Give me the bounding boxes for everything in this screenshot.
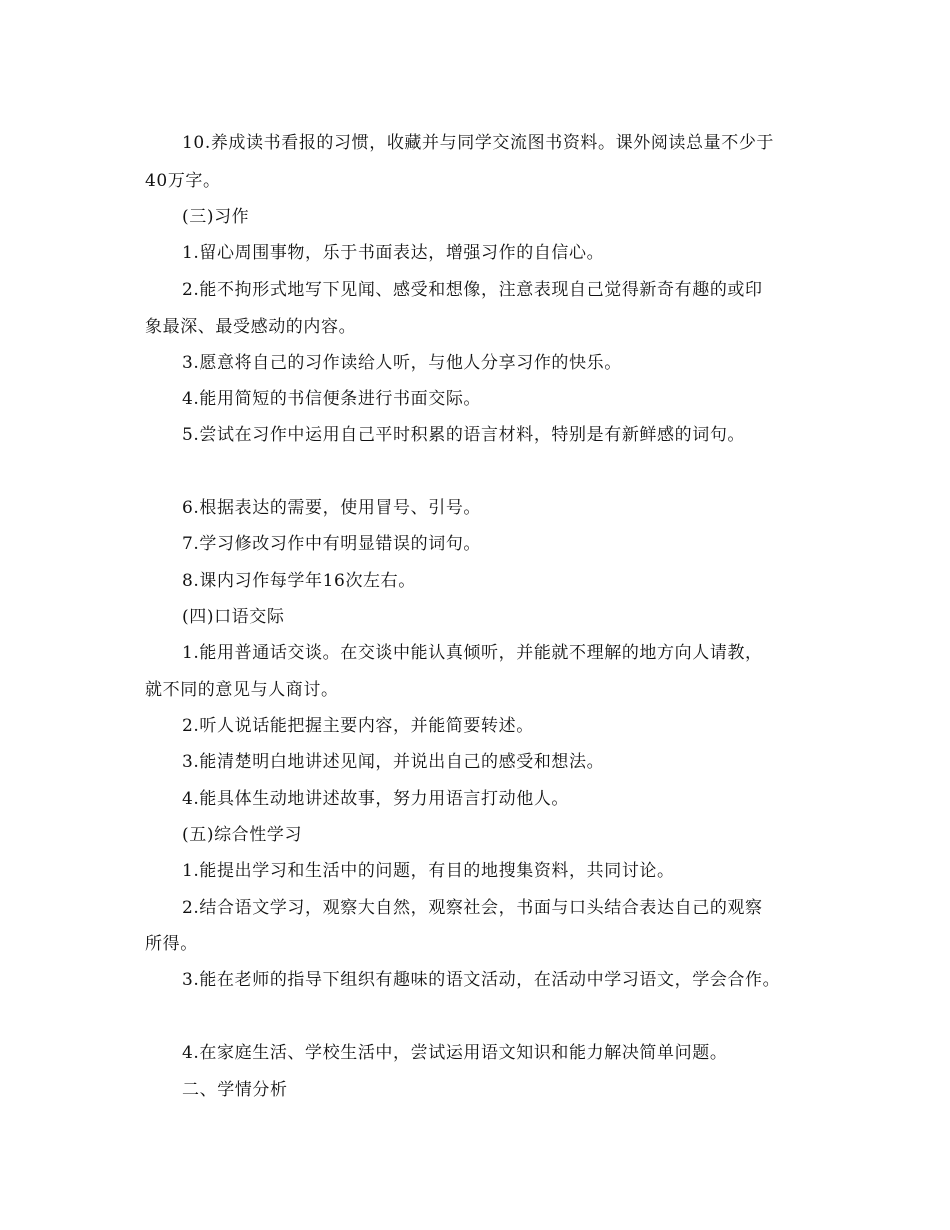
section-heading: 二、学情分析 bbox=[182, 1080, 288, 1100]
paragraph-line: 4.在家庭生活、学校生活中，尝试运用语文知识和能力解决简单问题。 bbox=[182, 1043, 728, 1063]
paragraph-line: 8.课内习作每学年16次左右。 bbox=[182, 571, 416, 591]
paragraph-line: 2.能不拘形式地写下见闻、感受和想像，注意表现自己觉得新奇有趣的或印 bbox=[182, 280, 763, 300]
paragraph-line: 就不同的意见与人商讨。 bbox=[145, 680, 339, 700]
paragraph-line: 3.能清楚明白地讲述见闻，并说出自己的感受和想法。 bbox=[182, 752, 605, 772]
section-heading: (五)综合性学习 bbox=[182, 825, 303, 845]
paragraph-line: 1.留心周围事物，乐于书面表达，增强习作的自信心。 bbox=[182, 243, 605, 263]
paragraph-line: 3.愿意将自己的习作读给人听，与他人分享习作的快乐。 bbox=[182, 353, 622, 373]
paragraph-line: 2.结合语文学习，观察大自然，观察社会，书面与口头结合表达自己的观察 bbox=[182, 898, 763, 918]
paragraph-line: 1.能用普通话交谈。在交谈中能认真倾听，并能就不理解的地方向人请教， bbox=[182, 643, 763, 663]
paragraph-line: 40万字。 bbox=[145, 171, 221, 191]
paragraph-line: 5.尝试在习作中运用自己平时积累的语言材料，特别是有新鲜感的词句。 bbox=[182, 425, 746, 445]
paragraph-line: 3.能在老师的指导下组织有趣味的语文活动，在活动中学习语文，学会合作。 bbox=[182, 970, 781, 990]
paragraph-line: 4.能用简短的书信便条进行书面交际。 bbox=[182, 389, 482, 409]
paragraph-line: 4.能具体生动地讲述故事，努力用语言打动他人。 bbox=[182, 789, 570, 809]
paragraph-line: 10.养成读书看报的习惯，收藏并与同学交流图书资料。课外阅读总量不少于 bbox=[182, 133, 775, 153]
paragraph-line: 1.能提出学习和生活中的问题，有目的地搜集资料，共同讨论。 bbox=[182, 861, 675, 881]
section-heading: (四)口语交际 bbox=[182, 607, 285, 627]
paragraph-line: 所得。 bbox=[145, 934, 198, 954]
section-heading: (三)习作 bbox=[182, 207, 250, 227]
paragraph-line: 7.学习修改习作中有明显错误的词句。 bbox=[182, 534, 482, 554]
paragraph-line: 2.听人说话能把握主要内容，并能简要转述。 bbox=[182, 716, 534, 736]
paragraph-line: 6.根据表达的需要，使用冒号、引号。 bbox=[182, 498, 482, 518]
paragraph-line: 象最深、最受感动的内容。 bbox=[145, 317, 357, 337]
